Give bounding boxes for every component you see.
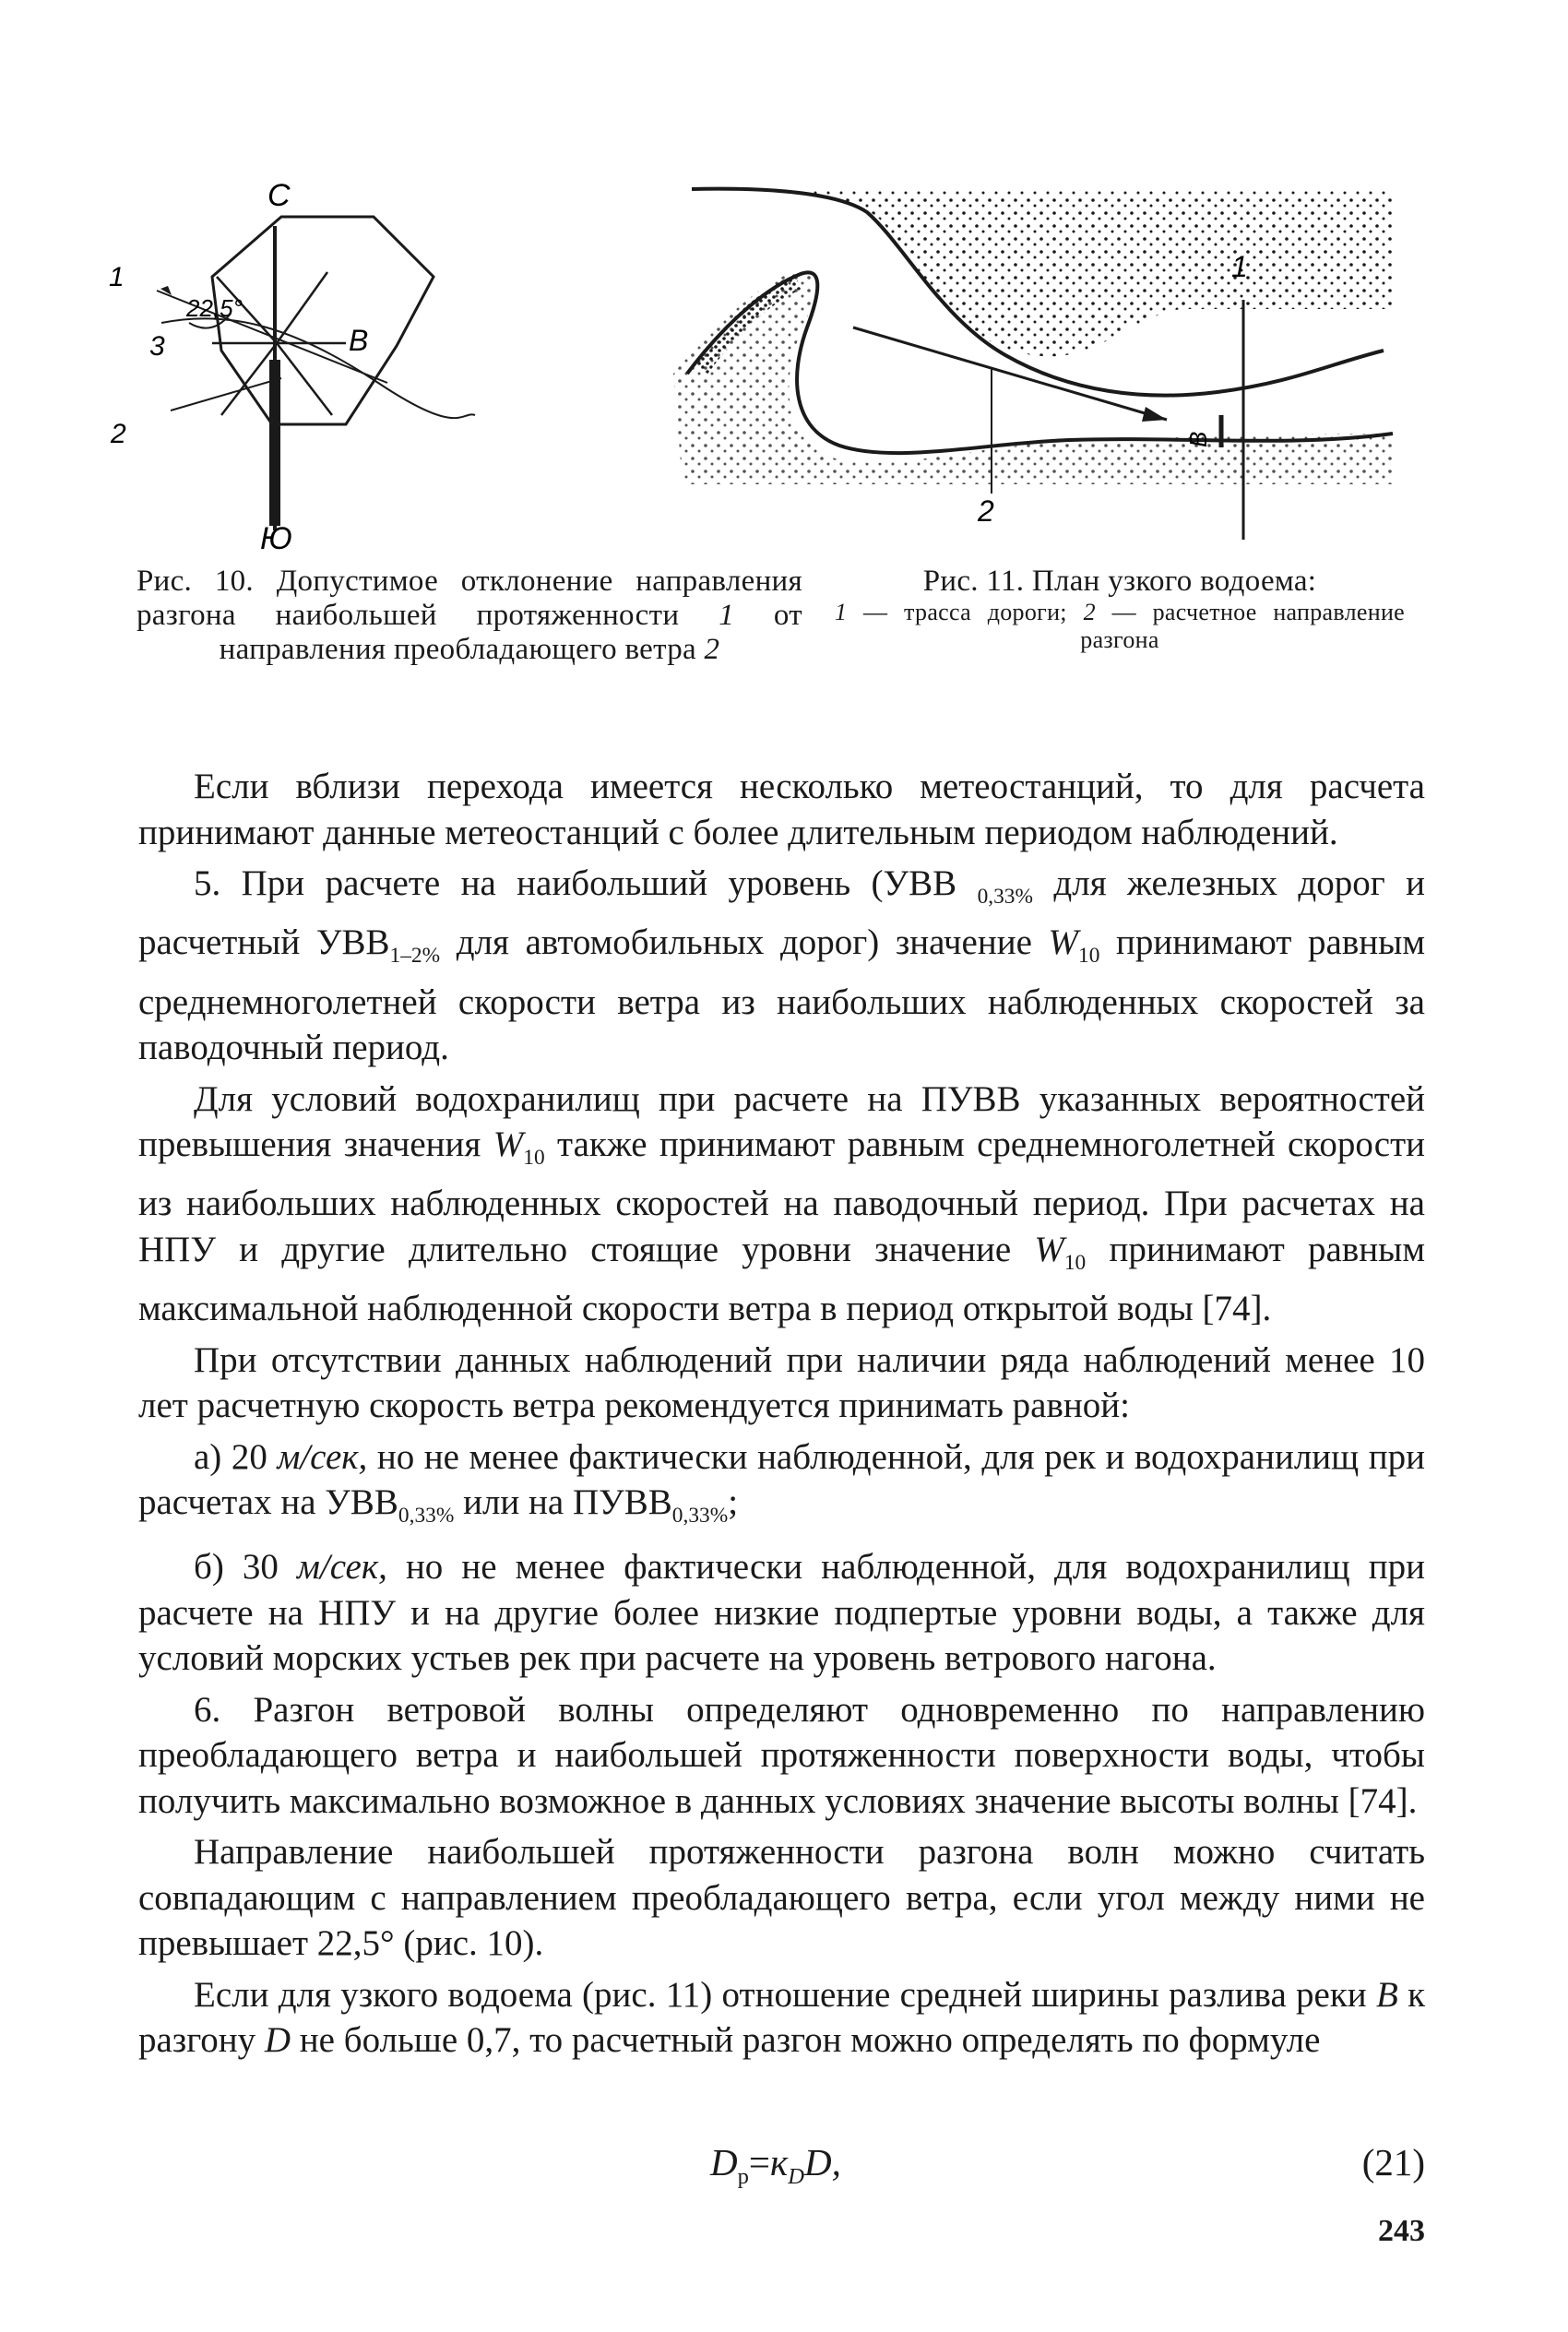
legend-text-2: — расчетное направление разгона (1080, 599, 1405, 653)
label-east: В (349, 324, 369, 357)
page-number: 243 (1378, 2214, 1425, 2248)
caption-title: Рис. 11. План узкого водоема: (922, 565, 1317, 598)
figure-10-drawing (109, 171, 655, 558)
label-angle: 22,5° (186, 294, 244, 322)
paragraph: 6. Разгон ветровой волны определяют одновременно по направлению преобладающего ветра и наибольшей протяженности поверхности воды, чтобы получить максимально возможное в данных условиях значение высоты волны [74]. (138, 1689, 1425, 1821)
legend-index-2: 2 (1083, 599, 1096, 625)
label-1: 1 (109, 262, 125, 292)
legend-index-1: 1 (835, 599, 848, 625)
paragraph: б) 30 м/сек, но не менее фактически наблюденной, для водохранилищ при расчете на НПУ и на другие более низкие подпертые уровни воды, а также для условий морских устьев рек при расчете на уровень ветрового нагона. (138, 1547, 1425, 1679)
label-south: Ю (260, 521, 292, 556)
arrow-head (1142, 407, 1167, 422)
label-1: 1 (1231, 250, 1248, 283)
paragraph: Направление наибольшей протяженности разгона волн можно считать совпадающим с направлением преобладающего ветра, если угол между ними не превышает 22,5° (рис. 10). (138, 1832, 1425, 1964)
label-2: 2 (111, 419, 126, 449)
paragraph: Для условий водохранилищ при расчете на ПУВВ указанных вероятностей превышения значения $W_{10}$ также принимают равным среднемноголетней скорости из наибольших наблюденных скоростей на паводочный период. При расчетах на НПУ и другие длительно стоящие уровни значение $W_{10}$ принимают равным максимальной наблюденной скорости ветра в период открытой воды [74]. (138, 1078, 1426, 1329)
caption-legend (835, 599, 1405, 654)
caption-text-2: от направления преобладающего ветра (219, 599, 802, 666)
formula-21 (138, 2140, 1425, 2192)
label-b: В (1184, 431, 1212, 447)
caption-index-2: 2 (704, 633, 720, 666)
south-axis-bold (269, 360, 280, 526)
figure-11-caption (835, 565, 1405, 654)
label-2: 2 (978, 494, 994, 528)
figure-11 (664, 171, 1393, 540)
body-text (138, 764, 1425, 2064)
figure-11-drawing (664, 171, 1393, 540)
direction-2-line (171, 378, 281, 410)
caption-number: Рис. 10. (137, 565, 254, 598)
figure-10 (109, 171, 655, 558)
label-north: С (267, 178, 291, 213)
paragraph: Если вблизи перехода имеется несколько метеостанций, то для расчета принимают данные метеостанций с более длительным периодом наблюдений. (138, 767, 1425, 852)
formula-number: (21) (1361, 2141, 1425, 2183)
road-curve (161, 318, 475, 418)
label-3: 3 (149, 331, 165, 362)
legend-text-1: — трасса дороги; (863, 599, 1067, 625)
formula-expression: $D_р=к_DD$, (710, 2141, 841, 2190)
caption-text: Допустимое отклонение направления разгона наибольшей протяженности (137, 565, 802, 632)
caption-index-1: 1 (719, 599, 735, 632)
paragraph: Если для узкого водоема (рис. 11) отношение средней ширины разлива реки B к разгону D не больше 0,7, то расчетный разгон можно определять по формуле (138, 1974, 1426, 2061)
octagon-outline (212, 217, 434, 424)
paragraph: а) 20 м/сек, но не менее фактически наблюденной, для рек и водохранилищ при расчетах на $УВВ_{0,33\%}$ или на $ПУВВ_{0,33\%}$; (138, 1436, 1425, 1528)
paragraph: 5. При расчете на наибольший уровень (УВВ $_{0,33\%}$ для железных дорог и расчетный $УВВ_{1-2\%}$ для автомобильных дорог) значение $W_{10}$ принимают равным среднемноголетней скорости ветра из наибольших наблюденных скоростей за паводочный период. (138, 863, 1426, 1068)
paragraph: При отсутствии данных наблюдений при наличии ряда наблюдений менее 10 лет расчетную скорость ветра рекомендуется принимать равной: (138, 1339, 1425, 1426)
figure-10-caption (137, 565, 802, 667)
